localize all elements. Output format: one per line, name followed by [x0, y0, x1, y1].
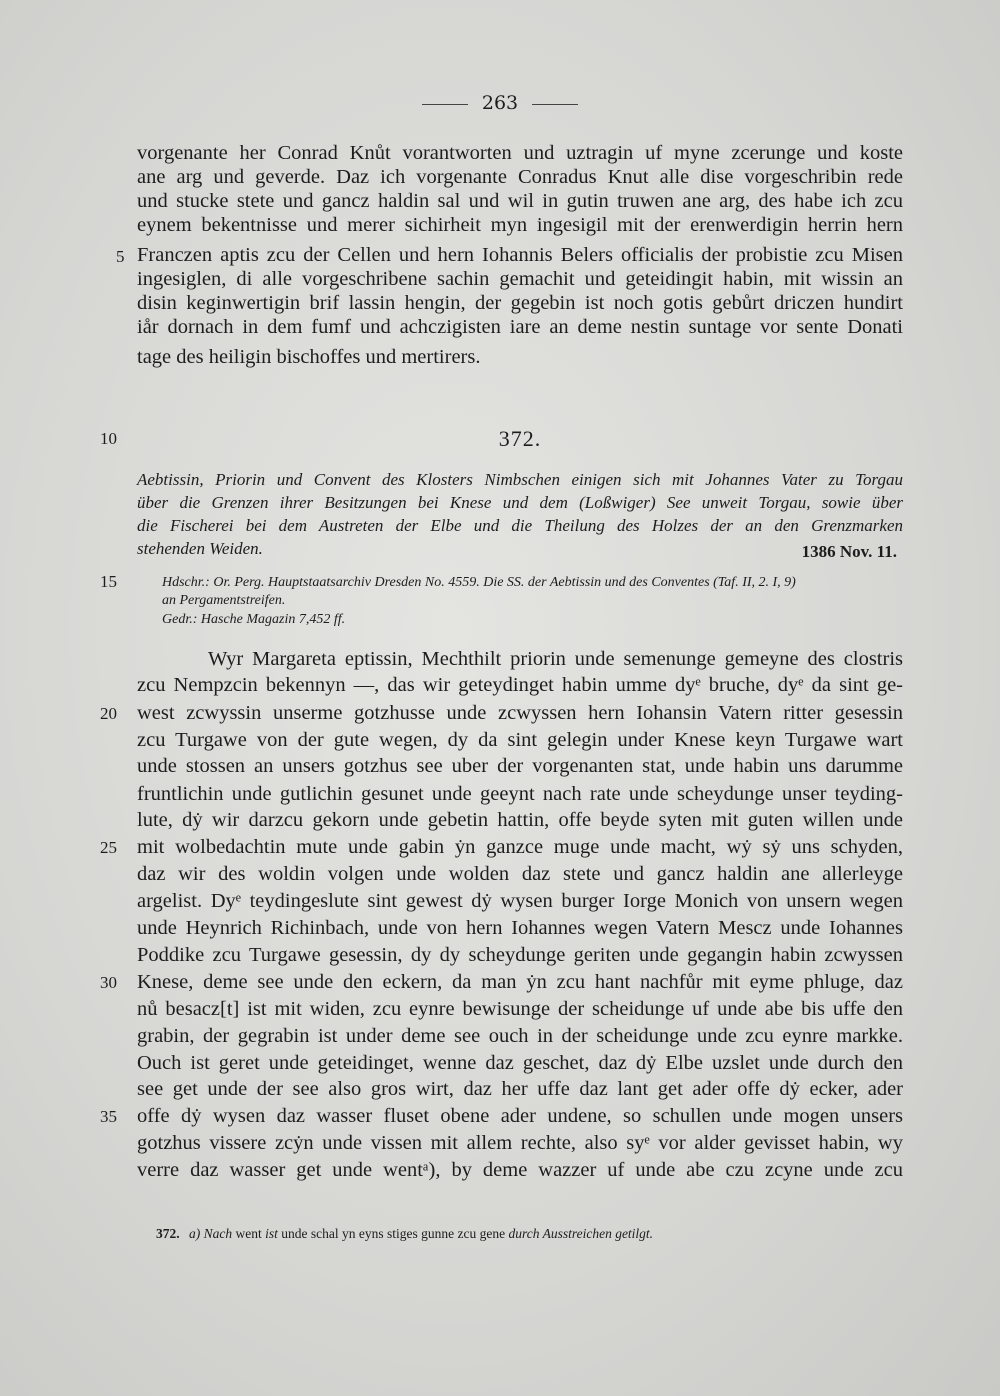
regest-line: die Fischerei bei dem Austreten der Elbe und die Theilung des Holzes der an den Grenzmarken: [137, 516, 903, 535]
text-line: zcu Turgawe von der gute wegen, dy da sint gelegin under Knese keyn Turgawe wart: [137, 729, 903, 751]
line-number: 35: [100, 1107, 117, 1126]
regest-line: über die Grenzen ihrer Besitzungen bei Knese und dem (Loßwiger) See unweit Torgau, sowie über: [137, 493, 903, 512]
text-line: zcu Nempzcin bekennyn —, das wir geteydinget habin umme dyᵉ bruche, dyᵉ da sint ge-: [137, 674, 903, 696]
source-line: Hdschr.: Or. Perg. Hauptstaatsarchiv Dresden No. 4559. Die SS. der Aebtissin und des Conventes (Taf. II, 2. I, 9): [162, 575, 796, 590]
footnote: [156, 1226, 653, 1242]
text-line: unde stossen an unsers gotzhus see uber der vorgenanten stat, unde habin uns darumme: [137, 755, 903, 777]
text-line: see get unde der see also gros wirt, daz her uffe daz lant get ader offe dẏ ecker, ader: [137, 1078, 903, 1100]
text-line: grabin, der gegrabin ist under deme see ouch in der scheidunge unde zcu eynre markke.: [137, 1025, 903, 1047]
text-line: lute, dẏ wir darzcu gekorn unde gebetin hattin, offe beyde syten mit guten willen unde: [137, 809, 903, 831]
text-line: unde Heynrich Richinbach, unde von hern Iohannes wegen Vatern Mescz unde Iohannes: [137, 917, 903, 939]
text-line: und stucke stete und gancz haldin sal und wil in gutin truwen ane arg, des habe ich zcu: [137, 190, 903, 212]
text-line: ingesiglen, di alle vorgeschribene sachin gemachit und geteidingit habin, mit wissin an: [137, 268, 903, 290]
footnote-number: 372.: [156, 1226, 180, 1241]
regest-line: stehenden Weiden.: [137, 539, 263, 558]
header-rule-left: [422, 104, 468, 105]
text-line: iår dornach in dem fumf und achczigisten iare an deme nestin suntage vor sente Donati: [137, 316, 903, 338]
text-line: tage des heiligin bischoffes und mertirers.: [137, 346, 481, 368]
text-line: mit wolbedachtin mute unde gabin ẏn ganzce muge unde macht, wẏ sẏ uns schyden,: [137, 836, 903, 858]
text-line: fruntlichin unde gutlichin gesunet unde geeynt nach rate unde scheydunge unser teyding-: [137, 783, 903, 805]
document-number: 372.: [498, 426, 542, 451]
footnote-text: Nach: [203, 1226, 233, 1241]
text-line: nů besacz[t] ist mit widen, zcu eynre bewisunge der scheidunge uf unde abe bis uffe den: [137, 998, 903, 1020]
text-line: gotzhus vissere zcẏn unde vissen mit allem rechte, also syᵉ vor alder gevisset habin, wy: [137, 1132, 903, 1154]
footnote-text: went: [235, 1226, 262, 1241]
line-number: 30: [100, 973, 117, 992]
header-rule-right: [532, 104, 578, 105]
line-number: 10: [100, 429, 117, 448]
text-line: Poddike zcu Turgawe gesessin, dy dy scheydunge geriten unde gegangin habin zcwyssen: [137, 944, 903, 966]
document-date: 1386 Nov. 11.: [801, 542, 897, 561]
line-number: 20: [100, 704, 117, 723]
line-number: 15: [100, 572, 117, 591]
text-line: verre daz wasser get unde wentᵃ), by deme wazzer uf unde abe czu zcyne unde zcu: [137, 1159, 903, 1181]
footnote-text: unde schal yn eyns stiges gunne zcu gene: [281, 1226, 506, 1241]
text-line: offe dẏ wysen daz wasser fluset obene ader undene, so schullen unde mogen unsers: [137, 1105, 903, 1127]
line-number: 5: [116, 247, 125, 266]
text-line: vorgenante her Conrad Knůt vorantworten und uztragin uf myne zcerunge und koste: [137, 142, 903, 164]
page-header: [0, 92, 1000, 114]
footnote-text: durch Ausstreichen getilgt.: [508, 1226, 654, 1241]
text-line: Ouch ist geret unde geteidinget, wenne daz geschet, daz dẏ Elbe uzslet unde durch den: [137, 1052, 903, 1074]
line-number: 25: [100, 838, 117, 857]
text-line: Wyr Margareta eptissin, Mechthilt priorin unde semenunge gemeyne des clostris: [208, 648, 903, 670]
footnote-text: ist: [265, 1226, 278, 1241]
footnote-marker: a): [189, 1226, 201, 1241]
source-line: an Pergamentstreifen.: [162, 593, 286, 608]
text-line: Franczen aptis zcu der Cellen und hern Iohannis Belers officialis der probistie zcu Misen: [137, 244, 903, 266]
regest-line: Aebtissin, Priorin und Convent des Klosters Nimbschen einigen sich mit Johannes Vater zu Torgau: [137, 470, 903, 489]
page-number: 263: [481, 92, 519, 114]
text-line: daz wir des woldin volgen unde wolden daz stete und gancz haldin ane allerleyge: [137, 863, 903, 885]
text-line: ane arg und geverde. Daz ich vorgenante Conradus Knut alle dise vorgeschribin rede: [137, 166, 903, 188]
text-line: argelist. Dyᵉ teydingeslute sint gewest dẏ wysen burger Iorge Monich von unsern wegen: [137, 890, 903, 912]
text-line: west zcwyssin unserme gotzhusse unde zcwyssen hern Iohansin Vatern ritter gesessin: [137, 702, 903, 724]
text-line: Knese, deme see unde den eckern, da man ẏn zcu hant nachfůr mit eyme phluge, daz: [137, 971, 903, 993]
text-line: eynem bekentnisse und merer sichirheit myn ingesigil mit der erenwerdigin herrin hern: [137, 214, 903, 236]
text-line: disin keginwertigin brif lassin hengin, der gegebin ist noch gotis gebůrt driczen hundirt: [137, 292, 903, 314]
source-line: Gedr.: Hasche Magazin 7,452 ff.: [162, 612, 346, 627]
